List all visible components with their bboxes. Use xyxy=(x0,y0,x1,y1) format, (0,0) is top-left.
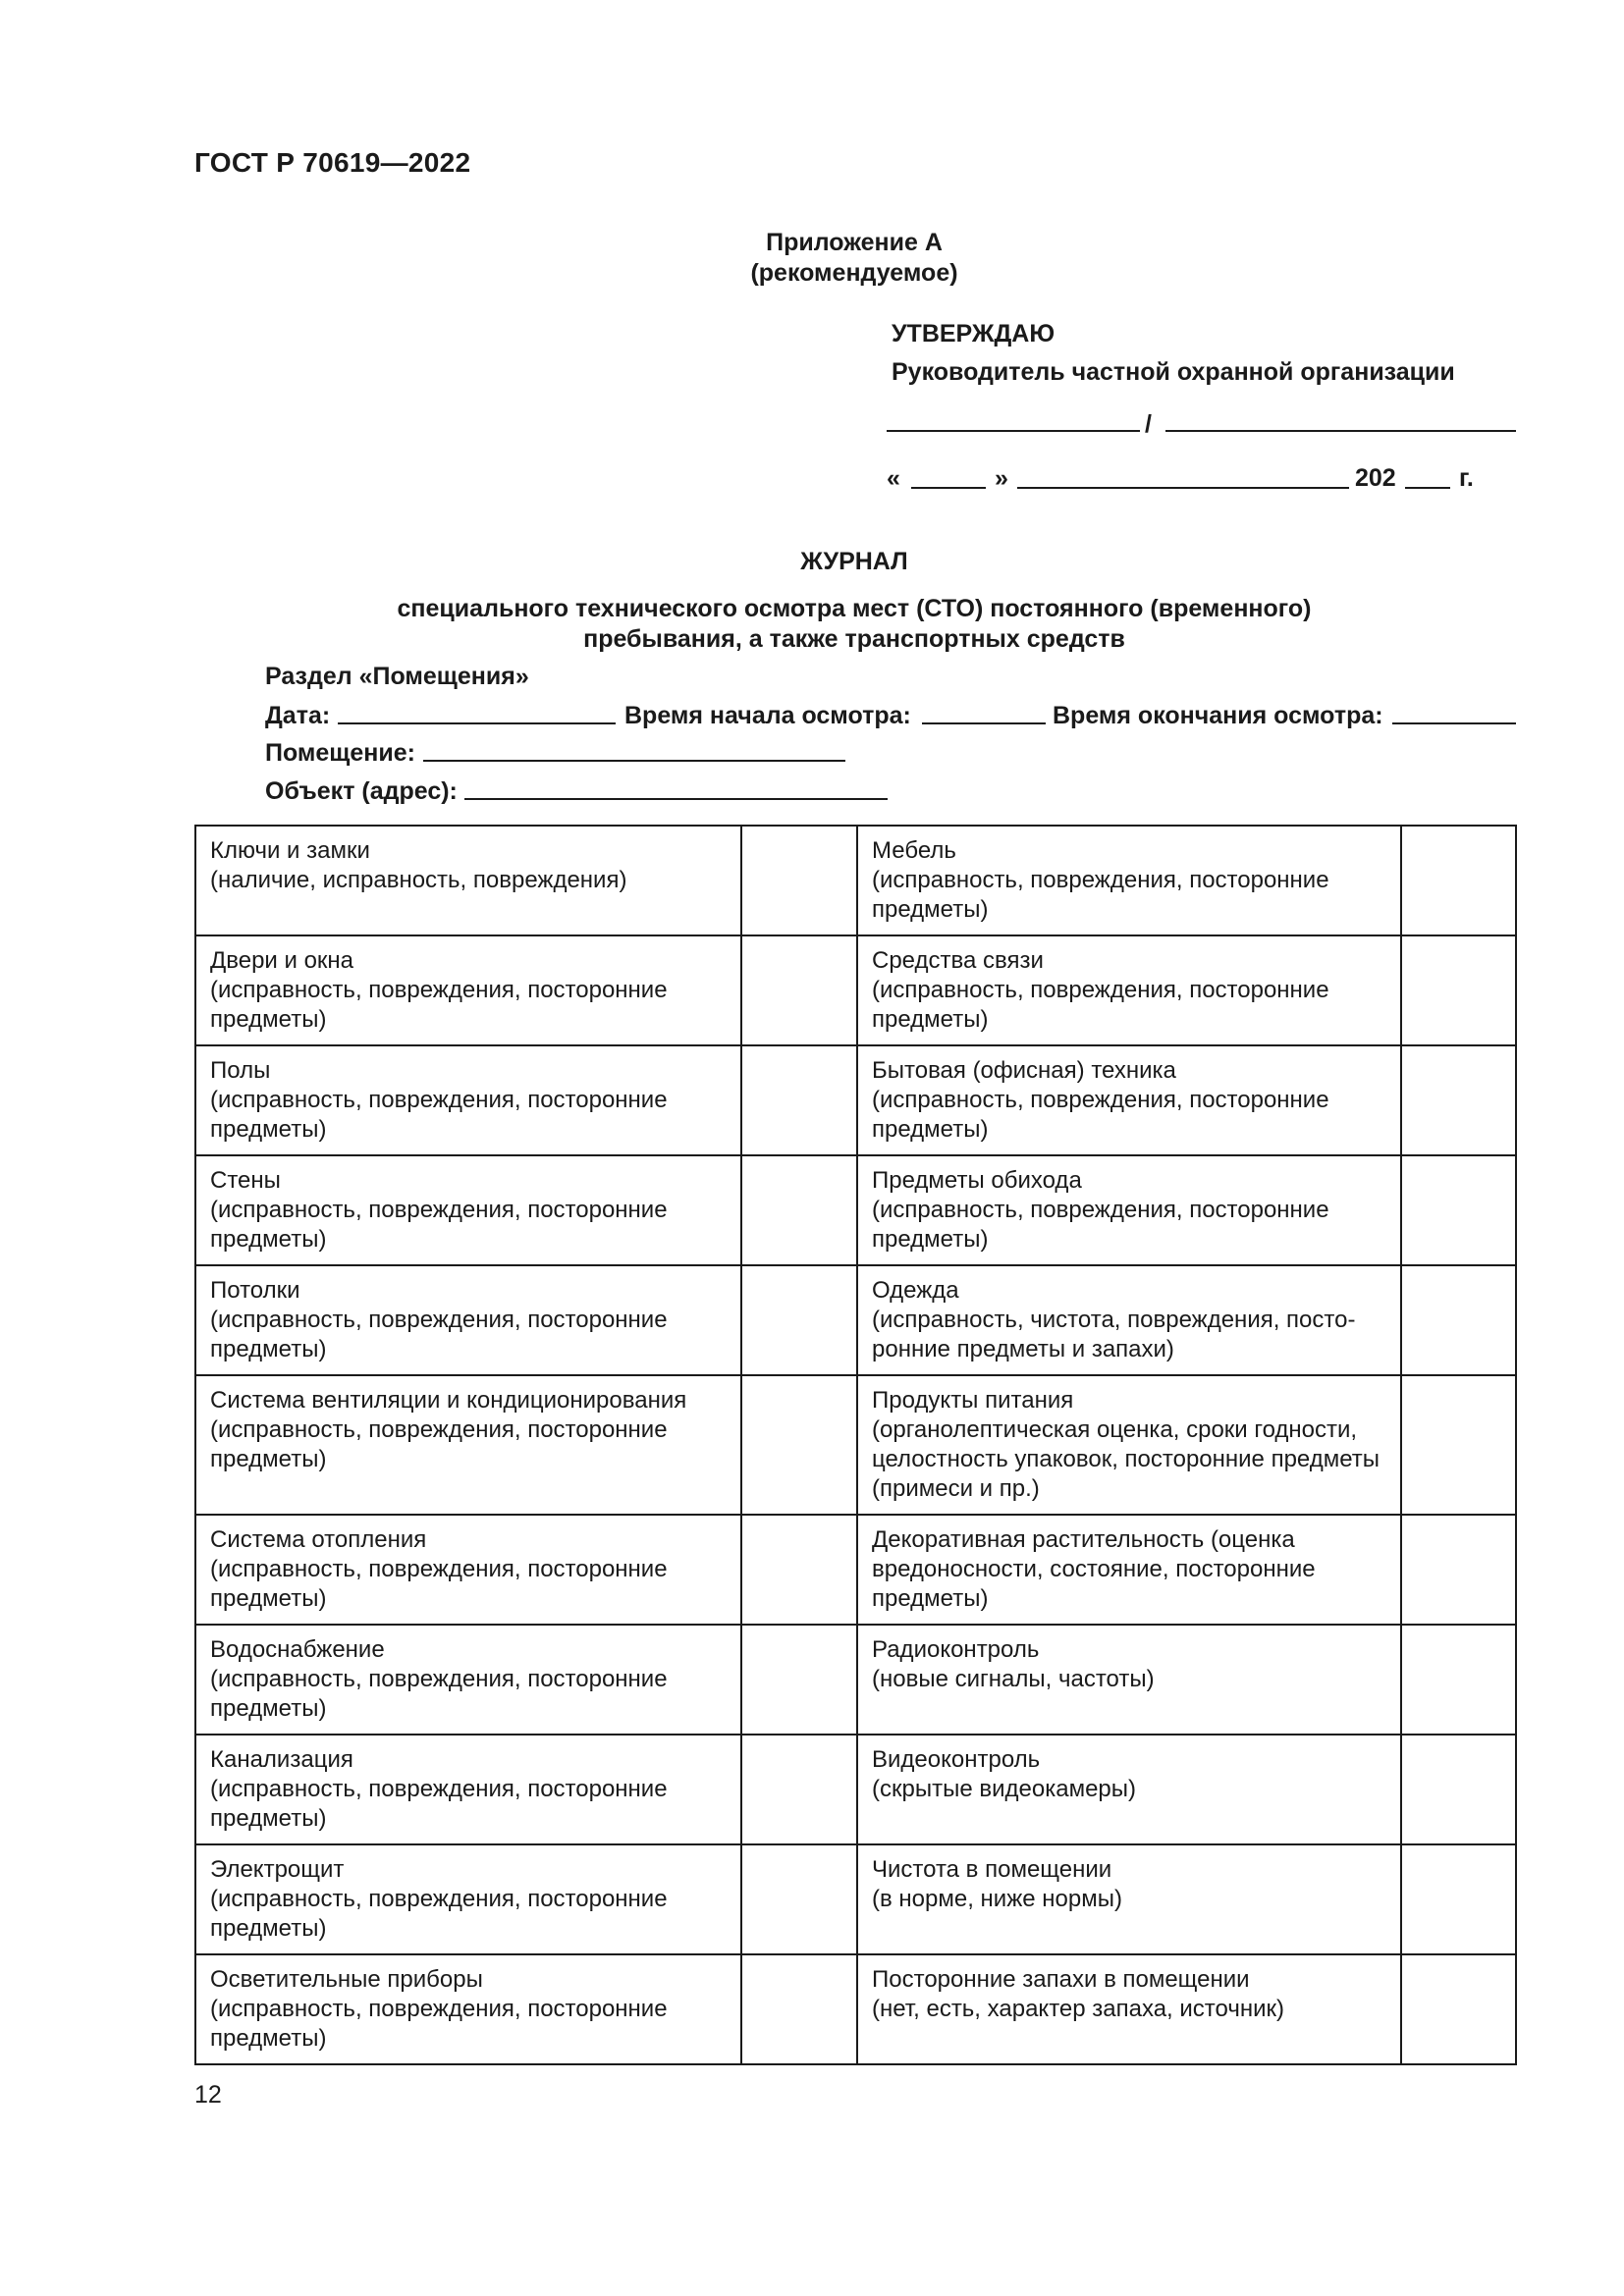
standard-code: ГОСТ Р 70619—2022 xyxy=(194,147,471,178)
month-line[interactable] xyxy=(1017,487,1349,489)
date-label: Дата: xyxy=(265,702,331,729)
item-description: (исправность, повреждения, посторонние предметы) xyxy=(210,1666,668,1722)
table-row xyxy=(195,1155,1516,1265)
inspection-item-left xyxy=(195,1844,741,1954)
item-description: (исправность, повреждения, посторонние предметы) xyxy=(872,977,1329,1033)
item-description: (наличие, исправность, повреждения) xyxy=(210,867,627,893)
start-time-label: Время начала осмотра: xyxy=(624,702,911,729)
inspection-item-left xyxy=(195,1954,741,2064)
inspection-item-left xyxy=(195,1735,741,1844)
item-name: Бытовая (офисная) техника xyxy=(872,1057,1176,1084)
page-number: 12 xyxy=(194,2081,222,2109)
date-line[interactable] xyxy=(338,722,616,724)
item-description: (исправность, повреждения, посторонние предметы) xyxy=(210,1886,668,1942)
item-description: (исправность, повреждения, посторонние предметы) xyxy=(210,1197,668,1253)
item-name: Декоративная растительность (оценка xyxy=(872,1526,1295,1553)
object-label: Объект (адрес): xyxy=(265,777,458,805)
item-name: Посторонние запахи в помещении xyxy=(872,1966,1250,1993)
item-description: (в норме, ниже нормы) xyxy=(872,1886,1122,1912)
table-row xyxy=(195,1954,1516,2064)
check-cell-left[interactable] xyxy=(741,1735,857,1844)
appendix-title: Приложение А xyxy=(766,229,943,256)
check-cell-left[interactable] xyxy=(741,1045,857,1155)
check-cell-right[interactable] xyxy=(1401,1515,1516,1625)
object-line[interactable] xyxy=(464,798,888,800)
quote-open: « xyxy=(887,464,900,492)
approval-position: Руководитель частной охранной организации xyxy=(892,358,1455,386)
start-time-line[interactable] xyxy=(922,722,1046,724)
approval-heading: УТВЕРЖДАЮ xyxy=(892,320,1056,347)
item-name: Радиоконтроль xyxy=(872,1636,1040,1663)
inspection-item-right xyxy=(857,826,1401,935)
signature-line[interactable] xyxy=(887,430,1140,432)
item-description: (исправность, повреждения, посторонние предметы) xyxy=(210,1556,668,1612)
year-line[interactable] xyxy=(1405,487,1450,489)
item-description: (исправность, повреждения, посторонние предметы) xyxy=(872,1197,1329,1253)
check-cell-left[interactable] xyxy=(741,1844,857,1954)
item-name: Система отопления xyxy=(210,1526,427,1553)
check-cell-left[interactable] xyxy=(741,935,857,1045)
inspection-item-left xyxy=(195,1375,741,1515)
inspection-item-right xyxy=(857,1735,1401,1844)
check-cell-left[interactable] xyxy=(741,1625,857,1735)
end-time-label: Время окончания осмотра: xyxy=(1053,702,1383,729)
item-description: (скрытые видеокамеры) xyxy=(872,1776,1137,1802)
table-row xyxy=(195,935,1516,1045)
item-name: Видеоконтроль xyxy=(872,1746,1041,1773)
item-name: Водоснабжение xyxy=(210,1636,385,1663)
item-name: Средства связи xyxy=(872,947,1044,974)
check-cell-left[interactable] xyxy=(741,1954,857,2064)
item-name: Система вентиляции и кондиционирования xyxy=(210,1387,687,1414)
inspection-item-left xyxy=(195,1045,741,1155)
inspection-item-right xyxy=(857,935,1401,1045)
journal-subtitle-line2: пребывания, а также транспортных средств xyxy=(583,625,1125,653)
inspection-item-left xyxy=(195,826,741,935)
item-description: (исправность, повреждения, посторонние предметы) xyxy=(210,1087,668,1143)
item-description: (исправность, повреждения, посторонние предметы) xyxy=(210,1776,668,1832)
item-description: (исправность, чистота, повреждения, посторонние предметы и запахи) xyxy=(872,1307,1356,1362)
appendix-status: (рекомендуемое) xyxy=(750,259,958,287)
item-description: вредоносности, состояние, посторонние предметы) xyxy=(872,1556,1316,1612)
check-cell-right[interactable] xyxy=(1401,935,1516,1045)
item-name: Одежда xyxy=(872,1277,959,1304)
table-row xyxy=(195,1045,1516,1155)
inspection-item-left xyxy=(195,1515,741,1625)
inspection-item-right xyxy=(857,1045,1401,1155)
section-label: Раздел «Помещения» xyxy=(265,663,529,690)
day-line[interactable] xyxy=(911,487,986,489)
table-row xyxy=(195,1265,1516,1375)
inspection-item-left xyxy=(195,935,741,1045)
table-row xyxy=(195,1515,1516,1625)
name-line[interactable] xyxy=(1165,430,1516,432)
item-description: (исправность, повреждения, посторонние предметы) xyxy=(210,1307,668,1362)
inspection-item-left xyxy=(195,1625,741,1735)
check-cell-right[interactable] xyxy=(1401,1265,1516,1375)
check-cell-right[interactable] xyxy=(1401,1844,1516,1954)
item-description: (исправность, повреждения, посторонние предметы) xyxy=(872,867,1329,923)
item-description: (исправность, повреждения, посторонние предметы) xyxy=(210,1996,668,2052)
item-description: (новые сигналы, частоты) xyxy=(872,1666,1155,1692)
year-prefix: 202 xyxy=(1355,464,1396,492)
signature-separator: / xyxy=(1145,410,1152,438)
item-name: Потолки xyxy=(210,1277,300,1304)
inspection-table xyxy=(194,825,1517,2065)
journal-subtitle-line1: специального технического осмотра мест (СТО) постоянного (временного) xyxy=(397,595,1312,622)
table-row xyxy=(195,1844,1516,1954)
room-line[interactable] xyxy=(423,760,845,762)
check-cell-right[interactable] xyxy=(1401,1625,1516,1735)
check-cell-left[interactable] xyxy=(741,1375,857,1515)
table-row xyxy=(195,1735,1516,1844)
inspection-item-right xyxy=(857,1515,1401,1625)
inspection-item-left xyxy=(195,1155,741,1265)
item-name: Полы xyxy=(210,1057,271,1084)
table-row xyxy=(195,1375,1516,1515)
inspection-item-right xyxy=(857,1155,1401,1265)
check-cell-left[interactable] xyxy=(741,1515,857,1625)
item-name: Ключи и замки xyxy=(210,837,370,864)
item-name: Продукты питания xyxy=(872,1387,1074,1414)
item-name: Осветительные приборы xyxy=(210,1966,483,1993)
check-cell-right[interactable] xyxy=(1401,1375,1516,1515)
inspection-item-right xyxy=(857,1625,1401,1735)
inspection-item-right xyxy=(857,1265,1401,1375)
room-label: Помещение: xyxy=(265,739,416,767)
quote-close: » xyxy=(995,464,1008,492)
item-name: Канализация xyxy=(210,1746,353,1773)
check-cell-right[interactable] xyxy=(1401,1155,1516,1265)
item-name: Предметы обихода xyxy=(872,1167,1082,1194)
check-cell-right[interactable] xyxy=(1401,1954,1516,2064)
check-cell-right[interactable] xyxy=(1401,1735,1516,1844)
item-description: (исправность, повреждения, посторонние предметы) xyxy=(210,977,668,1033)
check-cell-left[interactable] xyxy=(741,826,857,935)
item-name: Двери и окна xyxy=(210,947,354,974)
item-description: (исправность, повреждения, посторонние предметы) xyxy=(210,1416,668,1472)
item-description: (нет, есть, характер запаха, источник) xyxy=(872,1996,1284,2022)
inspection-item-right xyxy=(857,1375,1401,1515)
item-description: (исправность, повреждения, посторонние предметы) xyxy=(872,1087,1329,1143)
check-cell-left[interactable] xyxy=(741,1265,857,1375)
inspection-item-right xyxy=(857,1954,1401,2064)
inspection-item-left xyxy=(195,1265,741,1375)
item-name: Электрощит xyxy=(210,1856,345,1883)
end-time-line[interactable] xyxy=(1392,722,1516,724)
inspection-item-right xyxy=(857,1844,1401,1954)
year-suffix: г. xyxy=(1459,464,1474,492)
item-name: Стены xyxy=(210,1167,281,1194)
check-cell-right[interactable] xyxy=(1401,826,1516,935)
journal-title: ЖУРНАЛ xyxy=(800,548,908,575)
item-name: Чистота в помещении xyxy=(872,1856,1112,1883)
item-description: (органолептическая оценка, сроки годности, целостность упаковок, посторонние предметы (примеси и пр.) xyxy=(872,1416,1380,1502)
table-row xyxy=(195,1625,1516,1735)
item-name: Мебель xyxy=(872,837,956,864)
table-row xyxy=(195,826,1516,935)
check-cell-right[interactable] xyxy=(1401,1045,1516,1155)
check-cell-left[interactable] xyxy=(741,1155,857,1265)
